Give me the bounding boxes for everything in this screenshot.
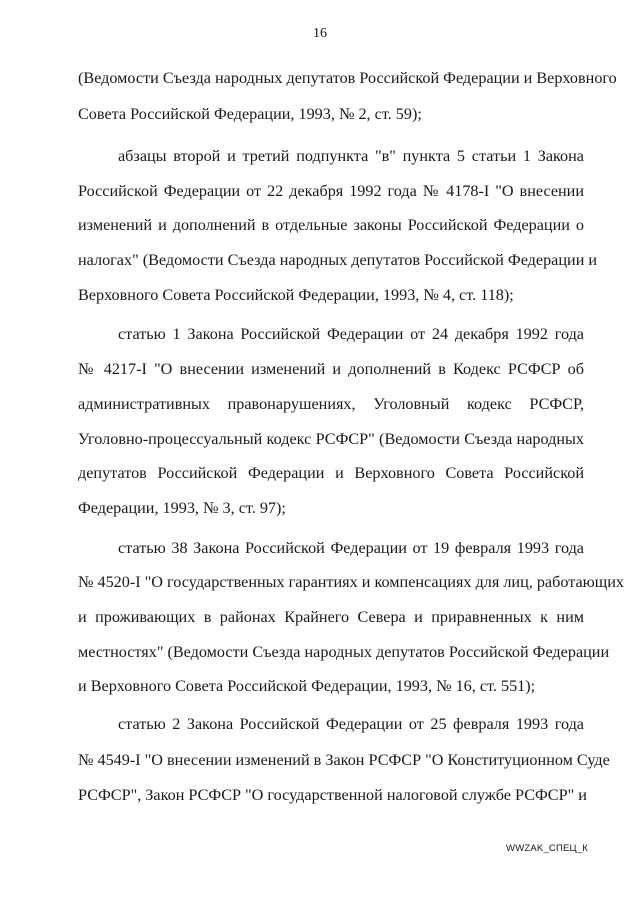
- text-line: статью 2 Закона Российской Федерации от 25 февраля 1993 года: [118, 715, 584, 733]
- text-line: Верховного Совета Российской Федерации, 1993, № 4, ст. 118);: [78, 286, 514, 304]
- text-line: Федерации, 1993, № 3, ст. 97);: [78, 499, 286, 517]
- text-line: № 4549-I "О внесении изменений в Закон РСФСР "О Конституционном Суде: [78, 751, 610, 769]
- text-line: Уголовно-процессуальный кодекс РСФСР" (Ведомости Съезда народных: [78, 430, 584, 448]
- text-line: налогах" (Ведомости Съезда народных депутатов Российской Федерации и: [78, 251, 598, 269]
- text-line: № 4520-I "О государственных гарантиях и компенсациях для лиц, работающих: [78, 573, 624, 591]
- text-line: местностях" (Ведомости Съезда народных депутатов Российской Федерации: [78, 643, 610, 661]
- text-line: статью 1 Закона Российской Федерации от 24 декабря 1992 года: [118, 325, 584, 343]
- text-line: изменений и дополнений в отдельные законы Российской Федерации о: [78, 216, 584, 234]
- text-line: № 4217-I "О внесении изменений и дополнений в Кодекс РСФСР об: [78, 360, 584, 378]
- text-line: депутатов Российской Федерации и Верховного Совета Российской: [78, 464, 584, 482]
- footer-code: WWZAK_СПЕЦ_К: [506, 843, 588, 854]
- text-line: Российской Федерации от 22 декабря 1992 года № 4178-I "О внесении: [78, 182, 584, 200]
- text-line: и проживающих в районах Крайнего Севера и приравненных к ним: [78, 608, 584, 626]
- text-line: РСФСР", Закон РСФСР "О государственной налоговой службе РСФСР" и: [78, 786, 587, 804]
- text-line: абзацы второй и третий подпункта "в" пункта 5 статьи 1 Закона: [118, 147, 584, 165]
- text-line: и Верховного Совета Российской Федерации, 1993, № 16, ст. 551);: [78, 677, 536, 695]
- text-line: статью 38 Закона Российской Федерации от 19 февраля 1993 года: [118, 539, 584, 557]
- text-line: Совета Российской Федерации, 1993, № 2, ст. 59);: [78, 105, 422, 123]
- page-number: 16: [313, 26, 327, 41]
- text-line: (Ведомости Съезда народных депутатов Российской Федерации и Верховного: [78, 69, 617, 87]
- text-line: административных правонарушениях, Уголовный кодекс РСФСР,: [78, 395, 584, 413]
